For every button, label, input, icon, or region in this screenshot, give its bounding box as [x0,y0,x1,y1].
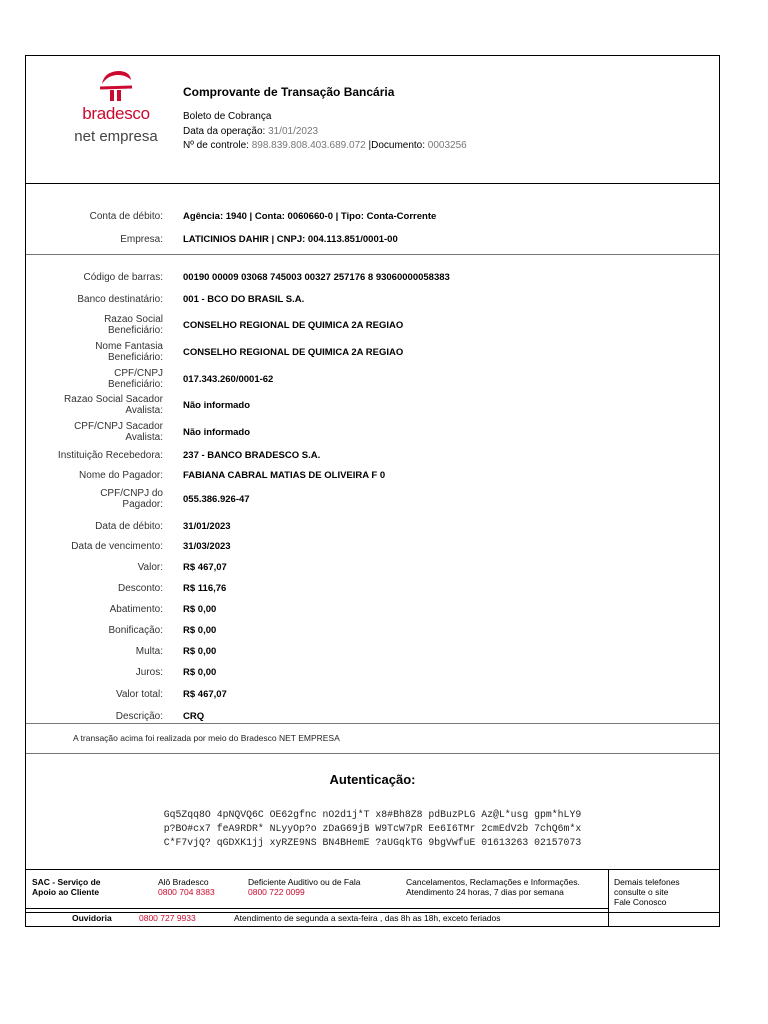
detail-field-label: Multa: [135,646,163,657]
detail-field-label: CPF/CNPJ do Pagador: [100,488,163,510]
detail-field-label: Valor: [137,562,163,573]
brand-subtitle: net empresa [74,128,158,145]
detail-field-value: 017.343.260/0001-62 [183,374,274,385]
document-value: 0003256 [427,140,467,151]
deficiente-phone[interactable]: 0800 722 0099 [248,887,305,897]
auth-line: p?BO#cx7 feA9RDR* NLyyOp?o zDaG69jB W9TcW7pR Ee6I6TMr 2cmEdV2b 7chQ6m*x [163,823,582,834]
detail-field-value: 237 - BANCO BRADESCO S.A. [183,450,321,461]
detail-field-label: Banco destinatário: [77,294,163,305]
account-field-value: LATICINIOS DAHIR | CNPJ: 004.113.851/0001-00 [183,234,398,245]
detail-field-value: R$ 467,07 [183,689,227,700]
detail-field-value: R$ 116,76 [183,583,227,594]
document-label: Documento: [371,140,426,151]
detail-field-label: Instituição Recebedora: [57,450,163,461]
detail-field-label: Abatimento: [109,604,163,615]
account-field-value: Agência: 1940 | Conta: 0060660-0 | Tipo: Conta-Corrente [183,211,437,222]
control-number-value: 898.839.808.403.689.072 [251,140,366,151]
other-phones-info: Demais telefones consulte o site Fale Conosco [614,877,680,907]
detail-field-value: R$ 0,00 [183,646,217,657]
detail-field-label: CPF/CNPJ Beneficiário: [107,368,163,390]
divider [26,183,719,184]
sac-title: SAC - Serviço de Apoio ao Cliente [32,877,101,897]
receipt-document [25,55,720,913]
detail-field-label: Data de vencimento: [71,541,163,552]
detail-field-label: Juros: [135,667,163,678]
auth-line: C*F7vjQ? qGDXK1jj xyRZE9NS BN4BHemE ?aUGqkTG 9bgVwfuE 01613263 02157073 [163,837,582,848]
detail-field-label: Nome do Pagador: [79,470,163,481]
ouvidoria-phone[interactable]: 0800 727 9933 [139,913,196,923]
detail-field-value: 00190 00009 03068 745003 00327 257176 8 93060000058383 [183,272,450,283]
detail-field-value: R$ 0,00 [183,625,217,636]
detail-field-value: CRQ [183,711,205,722]
divider [608,870,609,926]
detail-field-value: R$ 0,00 [183,604,217,615]
detail-field-label: Bonificação: [108,625,163,636]
account-field-label: Conta de débito: [89,211,163,222]
divider [26,908,608,909]
detail-field-value: R$ 0,00 [183,667,217,678]
divider [26,753,719,754]
brand-name: bradesco [82,104,150,123]
account-field-label: Empresa: [120,234,163,245]
detail-field-value: FABIANA CABRAL MATIAS DE OLIVEIRA F 0 [183,470,386,481]
alo-bradesco-label: Alô Bradesco [158,877,209,887]
auth-line: Gq5Zqq8O 4pNQVQ6C OE62gfnc nO2d1j*T x8#Bh8Z8 pdBuzPLG Az@L*usg gpm*hLY9 [163,809,582,820]
detail-field-value: R$ 467,07 [183,562,227,573]
detail-field-value: CONSELHO REGIONAL DE QUIMICA 2A REGIAO [183,347,404,358]
operation-date-value: 31/01/2023 [268,126,319,137]
detail-field-value: Não informado [183,427,251,438]
ouvidoria-label: Ouvidoria [72,913,112,923]
detail-field-label: Data de débito: [95,521,163,532]
detail-field-value: 31/03/2023 [183,541,231,552]
detail-field-value: 001 - BCO DO BRASIL S.A. [183,294,305,305]
detail-field-label: Razao Social Beneficiário: [104,314,163,336]
detail-field-label: Desconto: [117,583,163,594]
operation-date [183,126,318,137]
bradesco-tree-icon [96,68,136,102]
transaction-note: A transação acima foi realizada por meio do Bradesco NET EMPRESA [73,733,340,743]
cancel-info: Cancelamentos, Reclamações e Informações. Atendimento 24 horas, 7 dias por semana [406,877,580,897]
deficiente-label: Deficiente Auditivo ou de Fala [248,877,361,887]
separator: | [368,140,372,151]
detail-field-label: Descrição: [115,711,163,722]
document-type: Boleto de Cobrança [183,111,272,122]
footer-contacts [25,869,720,927]
detail-field-value: CONSELHO REGIONAL DE QUIMICA 2A REGIAO [183,320,404,331]
alo-bradesco-phone[interactable]: 0800 704 8383 [158,887,215,897]
bradesco-logo [66,68,166,158]
detail-field-label: Nome Fantasia Beneficiário: [95,341,163,363]
detail-field-value: 31/01/2023 [183,521,231,532]
detail-field-label: Código de barras: [83,272,163,283]
page-title: Comprovante de Transação Bancária [183,85,395,99]
detail-field-label: Valor total: [115,689,163,700]
detail-field-value: Não informado [183,400,251,411]
control-number-label: Nº de controle: [183,140,249,151]
authentication-title: Autenticação: [329,772,416,787]
detail-field-label: Razao Social Sacador Avalista: [64,394,163,416]
control-number [183,140,467,151]
divider [26,254,719,255]
authentication-code [26,808,719,850]
detail-field-label: CPF/CNPJ Sacador Avalista: [74,421,163,443]
detail-field-value: 055.386.926-47 [183,494,250,505]
divider [26,723,719,724]
operation-date-label: Data da operação: [183,126,266,137]
ouvidoria-hours: Atendimento de segunda a sexta-feira , das 8h as 18h, exceto feriados [234,913,501,923]
